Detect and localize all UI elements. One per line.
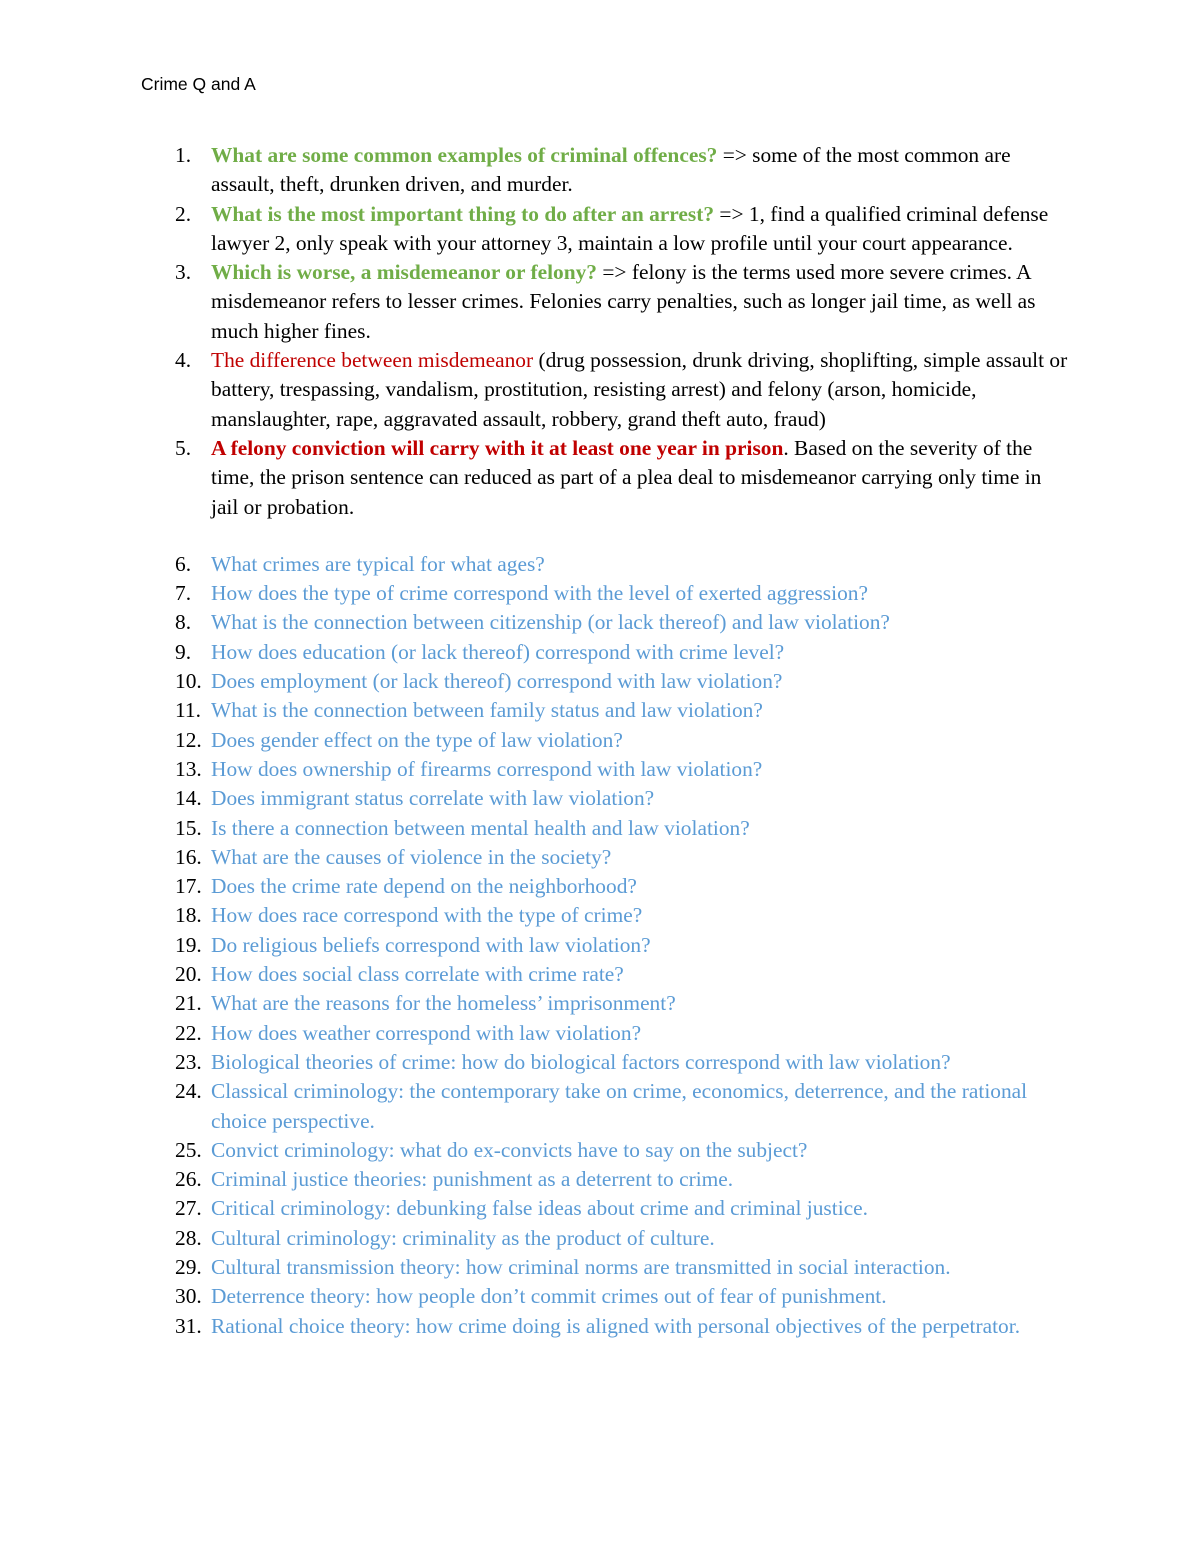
- topic-item: [141, 667, 1071, 696]
- topic-item: [141, 579, 1071, 608]
- topic-text: How does the type of crime correspond with the level of exerted aggression?: [211, 581, 868, 606]
- topic-text: Does gender effect on the type of law violation?: [211, 727, 623, 752]
- topic-text: How does weather correspond with law violation?: [211, 1020, 642, 1045]
- topic-item: [141, 1077, 1071, 1136]
- topic-text: Cultural criminology: criminality as the product of culture.: [211, 1225, 715, 1250]
- item-number: 7.: [175, 581, 192, 606]
- topic-text: Does the crime rate depend on the neighborhood?: [211, 874, 637, 899]
- question-text: What are some common examples of criminal offences?: [211, 143, 718, 167]
- topic-text: Convict criminology: what do ex-convicts have to say on the subject?: [211, 1137, 808, 1162]
- topic-item: [141, 550, 1071, 579]
- answer-text: (drug possession, drunk driving, shoplifting, simple assault or battery, trespassing, vandalism, prostitution, resisting arrest) and felony (arson, homicide, manslaughter, rape, aggravated assault, robbery, grand theft auto, fraud): [211, 348, 1068, 431]
- topic-text: Classical criminology: the contemporary take on crime, economics, deterrence, and the rational choice perspective.: [211, 1079, 1028, 1133]
- item-number: 31.: [175, 1313, 202, 1338]
- list-item: [141, 200, 1071, 259]
- item-number: 19.: [175, 932, 202, 957]
- topic-item: [141, 931, 1071, 960]
- topic-item: [141, 1253, 1071, 1282]
- list-item: [141, 346, 1071, 434]
- answer-text: => 1, find a qualified criminal defense lawyer 2, only speak with your attorney 3, maintain a low profile until your court appearance.: [211, 201, 1049, 255]
- topic-text: Does immigrant status correlate with law violation?: [211, 786, 655, 811]
- item-number: 5.: [175, 435, 192, 460]
- topic-item: [141, 1282, 1071, 1311]
- answer-text: . Based on the severity of the time, the prison sentence can reduced as part of a plea deal to misdemeanor carrying only time in jail or probation.: [211, 435, 1042, 519]
- item-number: 1.: [175, 143, 192, 167]
- list-item: [141, 434, 1071, 522]
- item-number: 24.: [175, 1079, 202, 1104]
- topic-text: Does employment (or lack thereof) correspond with law violation?: [211, 669, 783, 694]
- item-number: 22.: [175, 1020, 202, 1045]
- item-number: 30.: [175, 1284, 202, 1309]
- topic-item: [141, 696, 1071, 725]
- highlight-text: A felony conviction will carry with it at least one year in prison: [211, 435, 784, 460]
- topic-text: Rational choice theory: how crime doing is aligned with personal objectives of the perpetrator.: [211, 1313, 1021, 1338]
- item-number: 10.: [175, 669, 202, 694]
- item-number: 17.: [175, 874, 202, 899]
- topic-text: How does ownership of firearms correspond with law violation?: [211, 756, 763, 781]
- item-number: 21.: [175, 991, 202, 1016]
- topic-text: What are the causes of violence in the society?: [211, 844, 612, 869]
- question-text: What is the most important thing to do after an arrest?: [211, 201, 715, 226]
- topic-text: What crimes are typical for what ages?: [211, 551, 545, 576]
- topic-item: [141, 638, 1071, 667]
- item-number: 13.: [175, 756, 202, 781]
- list-spacer: [141, 522, 1071, 550]
- topic-text: Is there a connection between mental health and law violation?: [211, 815, 750, 840]
- item-number: 18.: [175, 903, 202, 928]
- item-number: 3.: [175, 260, 192, 285]
- topic-text: Criminal justice theories: punishment as a deterrent to crime.: [211, 1167, 734, 1192]
- topic-text: What is the connection between family status and law violation?: [211, 698, 763, 723]
- topic-item: [141, 1224, 1071, 1253]
- topic-text: What are the reasons for the homeless’ imprisonment?: [211, 991, 676, 1016]
- topic-text: How does social class correlate with crime rate?: [211, 962, 624, 987]
- item-number: 20.: [175, 962, 202, 987]
- item-number: 28.: [175, 1225, 202, 1250]
- item-number: 9.: [175, 639, 192, 664]
- topic-text: Biological theories of crime: how do biological factors correspond with law violation?: [211, 1049, 951, 1074]
- topic-text: Do religious beliefs correspond with law violation?: [211, 932, 651, 957]
- topic-item: [141, 608, 1071, 637]
- topic-item: [141, 1165, 1071, 1194]
- topic-text: What is the connection between citizenship (or lack thereof) and law violation?: [211, 610, 890, 635]
- topic-item: [141, 872, 1071, 901]
- document-title: Crime Q and A: [141, 74, 256, 94]
- topic-item: [141, 960, 1071, 989]
- topic-item: [141, 1048, 1071, 1077]
- topic-item: [141, 814, 1071, 843]
- item-number: 23.: [175, 1049, 202, 1074]
- topic-item: [141, 843, 1071, 872]
- item-number: 6.: [175, 551, 192, 576]
- topic-item: [141, 755, 1071, 784]
- topic-text: Critical criminology: debunking false ideas about crime and criminal justice.: [211, 1196, 868, 1221]
- item-number: 2.: [175, 201, 192, 226]
- item-number: 15.: [175, 815, 202, 840]
- topic-item: [141, 1194, 1071, 1223]
- item-number: 26.: [175, 1167, 202, 1192]
- answer-text: => some of the most common are assault, theft, drunken driven, and murder.: [211, 143, 1011, 197]
- topic-item: [141, 901, 1071, 930]
- answer-text: => felony is the terms used more severe crimes. A misdemeanor refers to lesser crimes. Felonies carry penalties, such as longer jail time, as well as much higher fines.: [211, 260, 1036, 343]
- qa-list: [141, 141, 1071, 1341]
- highlight-text: The difference between misdemeanor: [211, 348, 534, 373]
- topic-item: [141, 726, 1071, 755]
- topic-text: Cultural transmission theory: how criminal norms are transmitted in social interaction.: [211, 1254, 951, 1279]
- topic-text: How does education (or lack thereof) correspond with crime level?: [211, 639, 785, 664]
- topic-item: [141, 1019, 1071, 1048]
- item-number: 4.: [175, 348, 192, 373]
- topic-item: [141, 1136, 1071, 1165]
- topic-item: [141, 989, 1071, 1018]
- item-number: 29.: [175, 1254, 202, 1279]
- item-number: 27.: [175, 1196, 202, 1221]
- item-number: 14.: [175, 786, 202, 811]
- item-number: 25.: [175, 1137, 202, 1162]
- topic-text: How does race correspond with the type of crime?: [211, 903, 643, 928]
- topic-item: [141, 784, 1071, 813]
- item-number: 11.: [175, 698, 201, 723]
- item-number: 16.: [175, 844, 202, 869]
- item-number: 12.: [175, 727, 202, 752]
- item-number: 8.: [175, 610, 192, 635]
- topic-text: Deterrence theory: how people don’t commit crimes out of fear of punishment.: [211, 1284, 887, 1309]
- list-item: [141, 258, 1071, 346]
- topic-item: [141, 1312, 1071, 1341]
- question-text: Which is worse, a misdemeanor or felony?: [211, 260, 598, 285]
- list-item: [141, 141, 1071, 200]
